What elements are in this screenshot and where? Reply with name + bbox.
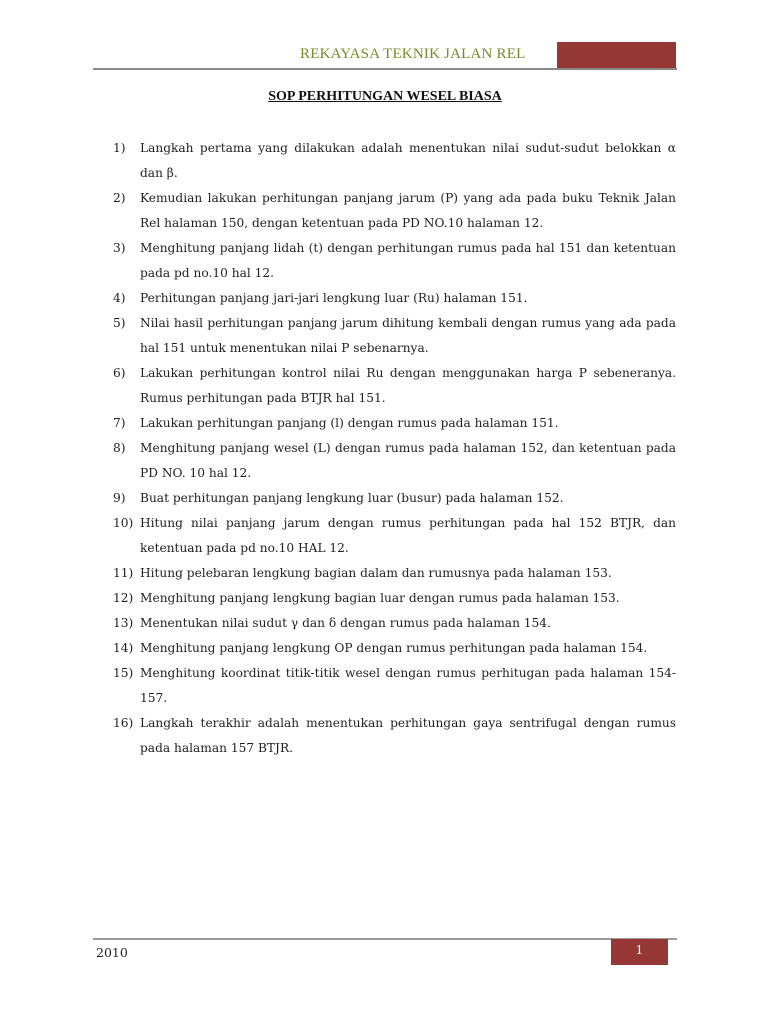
list-item-number: 5)	[113, 316, 126, 330]
list-item	[113, 711, 676, 761]
list-item-text: Menentukan nilai sudut γ dan δ dengan rumus pada halaman 154.	[140, 616, 551, 630]
running-header-title: REKAYASA TEKNIK JALAN REL	[300, 46, 526, 62]
page-title: SOP PERHITUNGAN WESEL BIASA	[268, 89, 502, 104]
list-item	[113, 361, 676, 411]
list-item	[113, 436, 676, 486]
list-item-text: Lakukan perhitungan kontrol nilai Ru dengan menggunakan harga P sebeneranya. Rumus perhitungan pada BTJR hal 151.	[140, 366, 676, 405]
list-item-number: 12)	[113, 591, 134, 605]
list-item	[113, 186, 676, 236]
list-item	[113, 411, 676, 436]
list-item-text: Buat perhitungan panjang lengkung luar (busur) pada halaman 152.	[140, 491, 564, 505]
list-item-text: Menghitung panjang lengkung bagian luar dengan rumus pada halaman 153.	[140, 591, 620, 605]
list-item-number: 16)	[113, 716, 134, 730]
list-item	[113, 286, 676, 311]
list-item-number: 6)	[113, 366, 126, 380]
list-item	[113, 561, 676, 586]
list-item-number: 10)	[113, 516, 134, 530]
list-item	[113, 311, 676, 361]
list-item-number: 7)	[113, 416, 126, 430]
list-item-text: Kemudian lakukan perhitungan panjang jarum (P) yang ada pada buku Teknik Jalan Rel halaman 150, dengan ketentuan pada PD NO.10 halaman 12.	[140, 191, 676, 230]
list-item-text: Menghitung panjang wesel (L) dengan rumus pada halaman 152, dan ketentuan pada PD NO. 10 hal 12.	[140, 441, 676, 480]
list-item	[113, 236, 676, 286]
list-item	[113, 136, 676, 186]
list-item-text: Perhitungan panjang jari-jari lengkung luar (Ru) halaman 151.	[140, 291, 528, 305]
list-item-number: 2)	[113, 191, 126, 205]
list-item	[113, 511, 676, 561]
list-item-number: 1)	[113, 141, 126, 155]
page-number: 1	[635, 943, 644, 957]
list-item-number: 4)	[113, 291, 126, 305]
list-item-text: Menghitung panjang lidah (t) dengan perhitungan rumus pada hal 151 dan ketentuan pada pd no.10 hal 12.	[140, 241, 676, 280]
list-item	[113, 636, 676, 661]
list-item-number: 8)	[113, 441, 126, 455]
list-item-number: 11)	[113, 566, 134, 580]
header-divider	[93, 68, 677, 70]
header-accent-block	[557, 42, 676, 68]
list-item-text: Nilai hasil perhitungan panjang jarum dihitung kembali dengan rumus yang ada pada hal 151 untuk menentukan nilai P sebenarnya.	[140, 316, 676, 355]
page-number-badge	[611, 939, 668, 965]
list-item-text: Hitung nilai panjang jarum dengan rumus perhitungan pada hal 152 BTJR, dan ketentuan pada pd no.10 HAL 12.	[140, 516, 676, 555]
list-item-text: Hitung pelebaran lengkung bagian dalam dan rumusnya pada halaman 153.	[140, 566, 612, 580]
list-item-text: Langkah terakhir adalah menentukan perhitungan gaya sentrifugal dengan rumus pada halaman 157 BTJR.	[140, 716, 676, 755]
footer-divider	[93, 938, 677, 940]
list-item	[113, 586, 676, 611]
list-item	[113, 486, 676, 511]
steps-list	[113, 136, 676, 761]
list-item-number: 3)	[113, 241, 126, 255]
list-item	[113, 661, 676, 711]
list-item-number: 13)	[113, 616, 134, 630]
list-item-number: 15)	[113, 666, 134, 680]
list-item-text: Lakukan perhitungan panjang (l) dengan rumus pada halaman 151.	[140, 416, 559, 430]
list-item-text: Menghitung panjang lengkung OP dengan rumus perhitungan pada halaman 154.	[140, 641, 648, 655]
footer-year: 2010	[96, 945, 128, 960]
list-item-text: Langkah pertama yang dilakukan adalah menentukan nilai sudut-sudut belokkan α dan β.	[140, 141, 676, 180]
list-item	[113, 611, 676, 636]
list-item-text: Menghitung koordinat titik-titik wesel dengan rumus perhitugan pada halaman 154-157.	[140, 666, 676, 705]
list-item-number: 9)	[113, 491, 126, 505]
list-item-number: 14)	[113, 641, 134, 655]
